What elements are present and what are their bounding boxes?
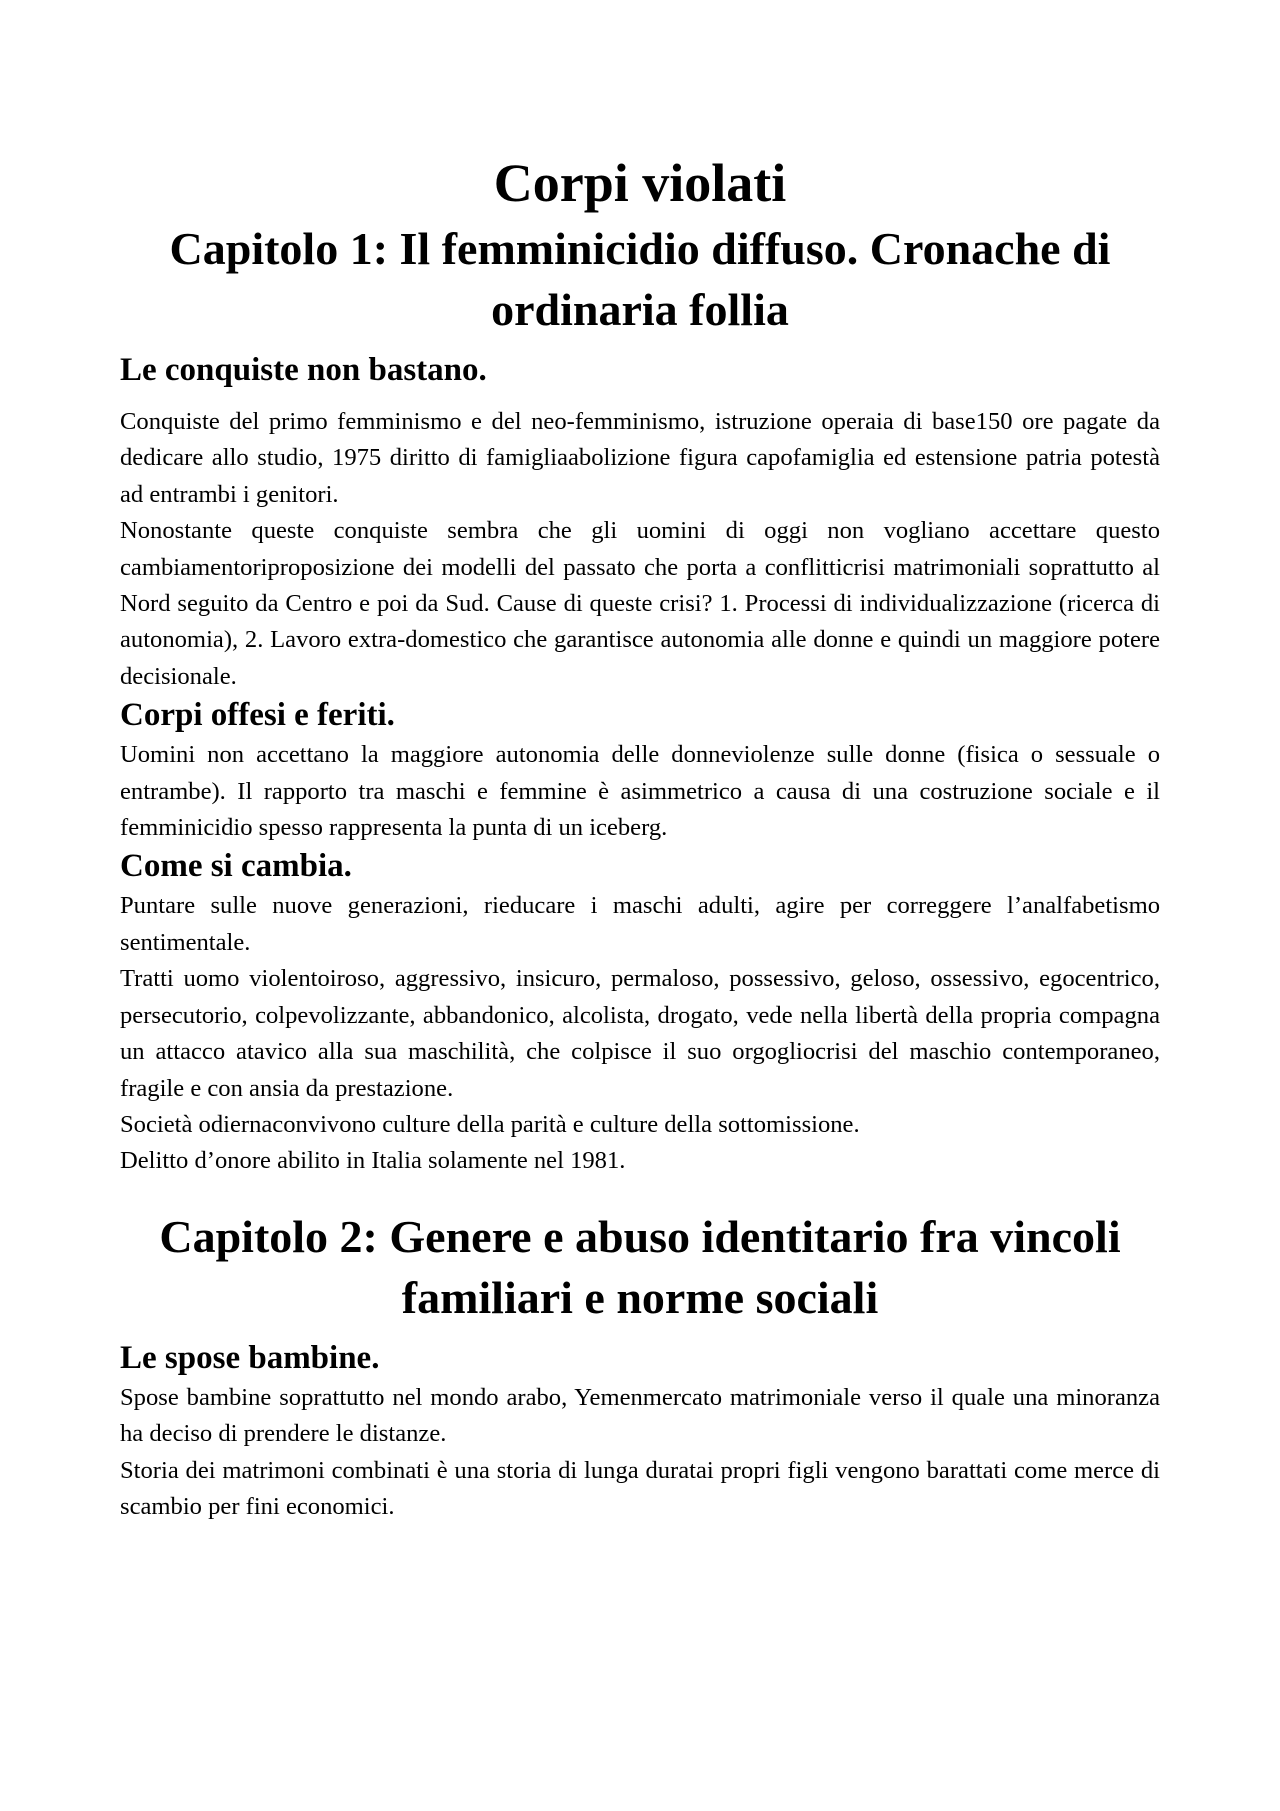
section-corpi-offesi-e-feriti bbox=[120, 695, 1160, 846]
section-heading bbox=[120, 350, 1160, 390]
paragraph: Puntare sulle nuove generazioni, rieducare i maschi adulti, agire per correggere l’analfabetismo sentimentale. bbox=[120, 892, 1160, 956]
paragraph: Società odiernaconvivono culture della parità e culture della sottomissione. bbox=[120, 1110, 860, 1138]
section-heading bbox=[120, 695, 1160, 735]
section-heading-text: Le spose bambine bbox=[120, 1339, 372, 1376]
section-le-conquiste-non-bastano bbox=[120, 350, 1160, 695]
paragraph: Delitto d’onore abilito in Italia solamente nel 1981. bbox=[120, 1147, 626, 1175]
paragraph: Uomini non accettano la maggiore autonomia delle donneviolenze sulle donne (fisica o sessuale o entrambe). Il rapporto tra maschi e femmine è asimmetrico a causa di una costruzione sociale e il femminicidio spesso rappresenta la punta di un iceberg. bbox=[120, 741, 1160, 842]
paragraph: Storia dei matrimoni combinati è una storia di lunga duratai propri figli vengono barattati come merce di scambio per fini economici. bbox=[120, 1456, 1160, 1520]
section-heading-text: Come si cambia bbox=[120, 848, 344, 885]
section-heading bbox=[120, 846, 1160, 886]
section-heading-text: Le conquiste non bastano bbox=[120, 352, 479, 388]
document-title: Corpi violati bbox=[493, 153, 787, 213]
section-come-si-cambia bbox=[120, 846, 1160, 1179]
section-heading-punct: . bbox=[371, 1339, 380, 1376]
paragraph: Conquiste del primo femminismo e del neo-femminismo, istruzione operaia di base150 ore pagate da dedicare allo studio, 1975 diritto di famigliaabolizione figura capofamiglia ed estensione patria potestà ad entrambi i genitori. bbox=[120, 408, 1160, 508]
chapter-1 bbox=[120, 218, 1160, 1180]
section-heading-text: Corpi offesi e feriti bbox=[120, 697, 387, 734]
chapter-2-title: Capitolo 2: Genere e abuso identitario fra vincoli familiari e norme sociali bbox=[159, 1210, 1121, 1323]
chapter-2 bbox=[120, 1206, 1160, 1526]
section-heading bbox=[120, 1338, 1160, 1378]
section-heading-punct: . bbox=[478, 352, 487, 388]
paragraph: Spose bambine soprattutto nel mondo arabo, Yemenmercato matrimoniale verso il quale una minoranza ha deciso di prendere le distanze. bbox=[120, 1383, 1160, 1448]
section-heading-punct: . bbox=[386, 697, 395, 734]
paragraph: Tratti uomo violentoiroso, aggressivo, insicuro, permaloso, possessivo, geloso, ossessivo, egocentrico, persecutorio, colpevolizzante, abbandonico, alcolista, drogato, vede nella libertà della propria compagna un attacco atavico alla sua maschilità, che colpisce il suo orgogliocrisi del maschio contemporaneo, fragile e con ansia da prestazione. bbox=[120, 965, 1160, 1102]
section-heading-punct: . bbox=[343, 848, 352, 885]
section-le-spose-bambine bbox=[120, 1338, 1160, 1526]
paragraph: Nonostante queste conquiste sembra che gli uomini di oggi non vogliano accettare questo cambiamentoriproposizione dei modelli del passato che porta a conflitticrisi matrimoniali soprattutto al Nord seguito da Centro e poi da Sud. Cause di queste crisi? 1. Processi di individualizzazione (ricerca di autonomia), 2. Lavoro extra-domestico che garantisce autonomia alle donne e quindi un maggiore potere decisionale. bbox=[120, 517, 1160, 690]
chapter-1-title: Capitolo 1: Il femminicidio diffuso. Cronache di ordinaria follia bbox=[169, 223, 1111, 335]
